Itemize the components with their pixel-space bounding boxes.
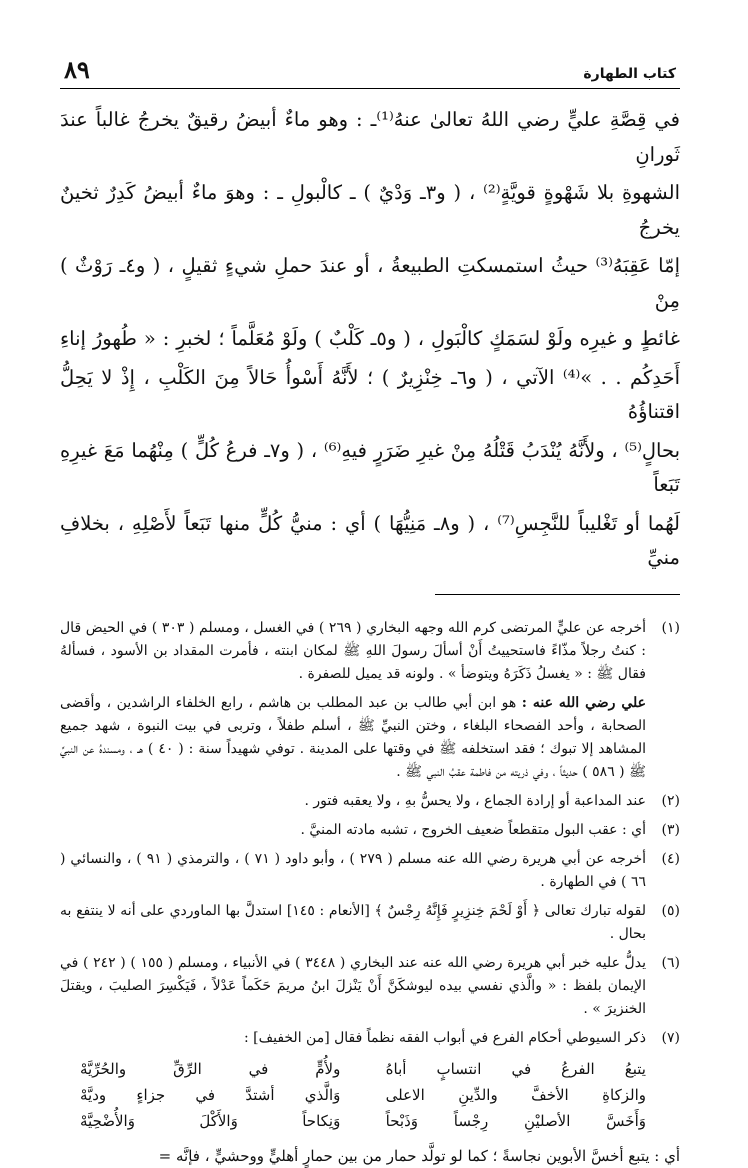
main-line: في قِصَّةِ عليٍّ رضي اللهُ تعالىٰ عنهُ⁽¹⁾ـ : وهو ماءٌ أبيضُ رقيقٌ يخرجُ غالباً عندَ ثَورانِ [60,108,681,166]
poem [60,1056,646,1134]
page-title: كتاب الطهارة [583,66,676,82]
poem-hemistich-right: وَأَخَسَّ الأصليْنِ رِجْساً وَذَبْحاً [385,1111,646,1130]
footnote-number: (٣) [661,821,680,838]
poem-hemistich-left: وَالَّذي أشتدَّ في جزاءٍ وديَّهْ [80,1085,341,1104]
main-line: بحالٍ⁽⁵⁾ ، ولأَنَّهُ يُنْدَبُ قَتْلُهُ مِنْ غيرِ ضَرَرٍ فيهِ⁽⁶⁾ ، ( و٧ـ فرعُ كُلٍّ ) مِنْهُما مَعَ غيرِهِ تَبَعاً [60,438,680,496]
main-text [60,103,680,576]
footnote-number: (١) [661,619,680,636]
poem-hemistich-right: يتبعُ الفرعُ في انتسابٍ أباهُ [385,1059,646,1078]
footnotes [60,617,680,1168]
footnote-number: (٥) [661,902,680,919]
main-line: الشهوةِ بلا شَهْوةٍ قويَّةٍ⁽²⁾ ، ( و٣ـ وَدْيٌ ) ـ كالْبولِ ـ : وهوَ ماءٌ أبيضُ كَدِرٌ ثخينٌ يخرجُ [60,181,680,239]
page-number: ٨٩ [64,55,90,84]
continuation-line: أي : يتبع أخسَّ الأبوين نجاسةً ؛ كما لو تولَّد حمار من بين حمارٍ أهليٍّ ووحشيٍّ ، فإنَّه = [158,1146,680,1165]
footnote-2 [60,790,680,813]
footnote-text: ذكر السيوطي أحكام الفرع في أبواب الفقه نظماً فقال [من الخفيف] : [243,1029,646,1046]
poem-hemistich-left: وَنِكاحاً وَالأَكْلَ وَالأُضْحِيَّهْ [80,1111,341,1130]
book-page [60,55,680,1168]
footnote-6 [60,952,680,1021]
footnote-number: (٧) [661,1029,680,1046]
footnote-3 [60,819,680,842]
poem-verse [60,1082,646,1108]
main-line: لَهُما أو تَغْليباً للنَّجِسِ⁽⁷⁾ ، ( و٨ـ مَنِيُّهَا ) أي : منيُّ كُلٍّ منها تَبَعاً لأَصْلِهِ ، بخلافِ منيِّ [60,511,680,569]
footnote-5 [60,900,680,946]
poem-hemistich-left: ولأُمٍّ في الرِّقِّ والحُرِّيَّهْ [80,1059,341,1078]
footnote-number: (٦) [661,954,680,971]
footnote-divider [435,594,680,595]
page-header [60,55,680,89]
footnote-text: لقوله تبارك تعالى ﴿ أَوْ لَحْمَ خِنزِيرٍ فَإِنَّهُ رِجْسٌ ﴾ [الأنعام : ١٤٥] استدلَّ بها الماوردي على أنه لا ينتفع به بحال . [60,902,646,942]
poem-verse [60,1056,646,1082]
poem-hemistich-right: والزكاةِ الأخفَّ والدِّينِ الاعلى [385,1085,646,1104]
footnote-number: (٤) [661,850,680,867]
footnote-text: أخرجه عن عليٍّ المرتضى كرم الله وجهه البخاري ( ٢٦٩ ) في الغسل ، ومسلم ( ٣٠٣ ) في الحيض قال : كنتُ رجلاً مذّاءً فاستحييتُ أَنْ أسألَ رسولَ اللهِ ﷺ لمكان ابنته ، فأمرت المقداد بن الأسود ، فسألهُ فقال ﷺ : « يغسلُ ذَكَرَهُ ويتوضأ » . ولونه قد يميل للصفرة . [60,619,647,682]
footnote-text: عند المداعبة أو إرادة الجماع ، ولا يحسُّ بهِ ، ولا يعقبه فتور . [304,792,646,809]
footnote-text: يدلُّ عليه خبر أبي هريرة رضي الله عنه عند البخاري ( ٣٤٤٨ ) في الأنبياء ، ومسلم ( ١٥٥ ) ( ٢٤٢ ) في الإيمان بلفظ : « والَّذي نفسي بيده ليوشكَنَّ أَنْ يَنْزلَ ابنُ مريمَ حَكَماً عَدْلاً ، فَيَكْسِرَ الصليبَ ، ويقتلَ الخنزيرَ » . [60,954,646,1017]
footnote-body: هو ابن أبي طالب بن عبد المطلب بن هاشم ، رابع الخلفاء الراشدين ، وأقضى الصحابة ، وأحد الفصحاء البلغاء ، وختن النبيِّ ﷺ ، أسلم طفلاً ، وتربى في بيت النبوة ، شهد جميع المشاهد إلا تبوك ؛ فقد استخلفه ﷺ في وقتها على المدينة . توفي شهيداً سنة : ( ٤٠ ) هـ ، ومسندهُ عن النبيِّ ﷺ ( ٥٨٦ ) حديثاً ، وفي ذريته من فاطمة عقبُ النبي ﷺ . [60,694,647,780]
footnote-text: أخرجه عن أبي هريرة رضي الله عنه مسلم ( ٢٧٩ ) ، وأبو داود ( ٧١ ) ، والترمذي ( ٩١ ) ، والنسائي ( ٦٦ ) في الطهارة . [60,850,647,890]
main-line: إمّا عَقِبَهُ⁽³⁾ حيثُ استمسكتِ الطبيعةُ ، أو عندَ حملِ شيءٍ ثقيلٍ ، ( و٤ـ رَوْثٌ ) مِنْ [60,254,680,312]
footnote-1 [60,617,680,784]
main-line: غائطٍ و غيرِه ولَوْ لسَمَكٍ كالْبَولِ ، ( و٥ـ كَلْبٌ ) ولَوْ مُعَلَّماً ؛ لخبرِ : « طُهورُ إناءِ [60,327,680,350]
main-line: أَحَدِكُم . . »⁽⁴⁾ الآتي ، ( و٦ـ خِنْزِيرٌ ) ؛ لأَنَّهُ أَسْوأُ حَالاً مِنَ الكَلْبِ ، إِذْ لا يَحِلُّ اقتناؤُهُ [60,365,681,423]
footnote-lead: علي رضي الله عنه : [521,694,646,711]
poem-verse [60,1108,646,1134]
footnote-number: (٢) [661,792,680,809]
footnote-7 [60,1027,680,1138]
footnote-text [60,692,646,784]
footnote-4 [60,848,680,894]
footnote-text: أي : عقب البول متقطعاً ضعيف الخروج ، تشبه مادته المنيَّ . [300,821,646,838]
